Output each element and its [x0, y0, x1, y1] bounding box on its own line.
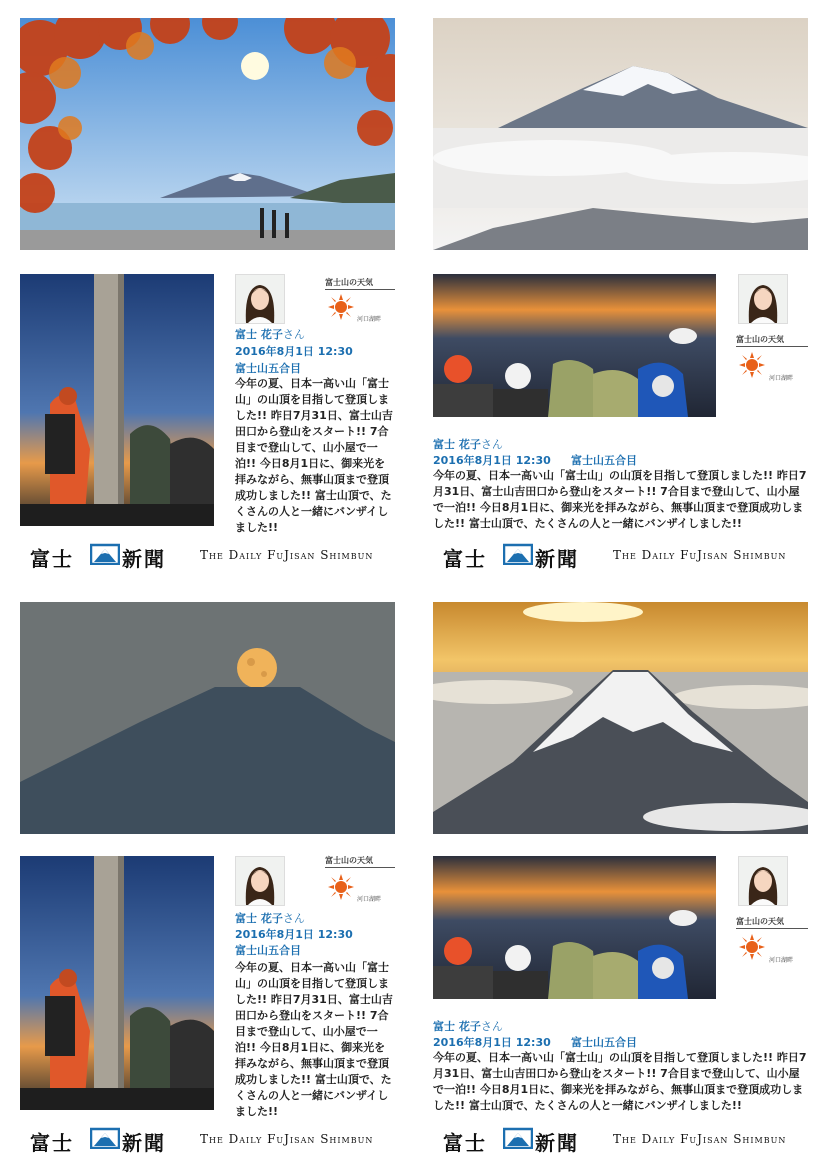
reporter-name-text: 富士 花子 — [235, 912, 283, 925]
reporter-avatar — [738, 274, 788, 324]
report-place: 富士山五合目 — [571, 454, 637, 467]
reporter-name-text: 富士 花子 — [433, 438, 481, 451]
report-datetime: 2016年8月1日 12:30 — [235, 928, 353, 941]
weather-label: 富士山の天気 — [325, 278, 373, 287]
masthead-jp-left: 富士 — [443, 547, 487, 571]
summit-photo — [20, 274, 214, 526]
reporter-name — [235, 326, 305, 342]
weather-divider — [736, 928, 808, 929]
masthead-jp-left: 富士 — [443, 1131, 487, 1155]
masthead — [30, 543, 390, 571]
fuji-logo-icon — [503, 1127, 533, 1149]
reporter-avatar — [738, 856, 788, 906]
reporter-name — [433, 436, 503, 452]
honorific: さん — [282, 328, 305, 341]
masthead-en: The Daily FuJisan Shimbun — [200, 548, 374, 562]
weather-location: 河口湖畔 — [769, 957, 794, 964]
weather-divider — [325, 289, 395, 290]
masthead-jp-right: 新聞 — [535, 1131, 579, 1155]
article-body: 今年の夏、日本一高い山「富士山」の山頂を目指して登頂しました!! 昨日7月31日、富士山吉田口から登山をスタート!! 7合目まで登山して、山小屋で一泊!! 今日8月1日に、御来光を拝みながら、無事山頂まで登頂成功しました!! 富士山頂で、たくさんの人と一緒にバンザイしました!! — [433, 469, 807, 530]
honorific: さん — [480, 1020, 503, 1033]
masthead-en: The Daily FuJisan Shimbun — [200, 1132, 374, 1146]
postcard-1 — [20, 18, 395, 588]
fuji-logo-icon — [503, 543, 533, 565]
weather-divider — [325, 867, 395, 868]
reporter-name-text: 富士 花子 — [433, 1020, 481, 1033]
fuji-logo-icon — [90, 1127, 120, 1149]
report-place: 富士山五合目 — [571, 1036, 637, 1049]
postcard-4 — [433, 602, 808, 1172]
honorific: さん — [480, 438, 503, 451]
report-datetime: 2016年8月1日 12:30 — [433, 1036, 551, 1049]
masthead-jp-right: 新聞 — [535, 547, 579, 571]
reporter-name — [433, 1018, 503, 1034]
sunny-weather-icon — [739, 934, 765, 960]
main-photo-aerial-fuji — [433, 602, 808, 834]
masthead — [30, 1127, 390, 1155]
masthead — [443, 543, 803, 571]
masthead-jp-left: 富士 — [30, 547, 74, 571]
masthead-jp-right: 新聞 — [122, 547, 166, 571]
main-photo-autumn-fuji — [20, 18, 395, 250]
summit-photo — [20, 856, 214, 1110]
report-datetime: 2016年8月1日 12:30 — [433, 454, 551, 467]
main-photo-moon-fuji — [20, 602, 395, 834]
weather-location: 河口湖畔 — [357, 316, 382, 323]
weather-label: 富士山の天気 — [736, 335, 784, 344]
masthead-jp-left: 富士 — [30, 1131, 74, 1155]
masthead-en: The Daily FuJisan Shimbun — [613, 548, 787, 562]
article-body: 今年の夏、日本一高い山「富士山」の山頂を目指して登頂しました!! 昨日7月31日、富士山吉田口から登山をスタート!! 7合目まで登山して、山小屋で一泊!! 今日8月1日に、御来光を拝みながら、無事山頂まで登頂成功しました!! 富士山頂で、たくさんの人と一緒にバンザイしました!! — [433, 1051, 807, 1112]
honorific: さん — [282, 912, 305, 925]
weather-location: 河口湖畔 — [357, 896, 382, 903]
sunny-weather-icon — [328, 874, 354, 900]
article-body: 今年の夏、日本一高い山「富士山」の山頂を目指して登頂しました!! 昨日7月31日、富士山吉田口から登山をスタート!! 7合目まで登山して、山小屋で一泊!! 今日8月1日に、御来光を拝みながら、無事山頂まで登頂成功しました!! 富士山頂で、たくさんの人と一緒にバンザイしました!! — [235, 961, 393, 1118]
sunny-weather-icon — [739, 352, 765, 378]
fuji-logo-icon — [90, 543, 120, 565]
article-body: 今年の夏、日本一高い山「富士山」の山頂を目指して登頂しました!! 昨日7月31日、富士山吉田口から登山をスタート!! 7合目まで登山して、山小屋で一泊!! 今日8月1日に、御来光を拝みながら、無事山頂まで登頂成功しました!! 富士山頂で、たくさんの人と一緒にバンザイしました!! — [235, 377, 393, 534]
report-place: 富士山五合目 — [235, 944, 301, 957]
sunny-weather-icon — [328, 294, 354, 320]
crowd-sunrise-photo — [433, 856, 716, 999]
reporter-avatar — [235, 856, 285, 906]
postcard-2 — [433, 18, 808, 588]
reporter-name-text: 富士 花子 — [235, 328, 283, 341]
reporter-avatar — [235, 274, 285, 324]
weather-divider — [736, 346, 808, 347]
masthead-jp-right: 新聞 — [122, 1131, 166, 1155]
masthead — [443, 1127, 803, 1155]
postcard-3 — [20, 602, 395, 1172]
weather-label: 富士山の天気 — [736, 917, 784, 926]
report-datetime: 2016年8月1日 12:30 — [235, 345, 353, 358]
main-photo-fuji-clouds — [433, 18, 808, 250]
reporter-name — [235, 910, 305, 926]
report-place: 富士山五合目 — [235, 362, 301, 375]
masthead-en: The Daily FuJisan Shimbun — [613, 1132, 787, 1146]
weather-label: 富士山の天気 — [325, 856, 373, 865]
crowd-sunrise-photo — [433, 274, 716, 417]
weather-location: 河口湖畔 — [769, 375, 794, 382]
